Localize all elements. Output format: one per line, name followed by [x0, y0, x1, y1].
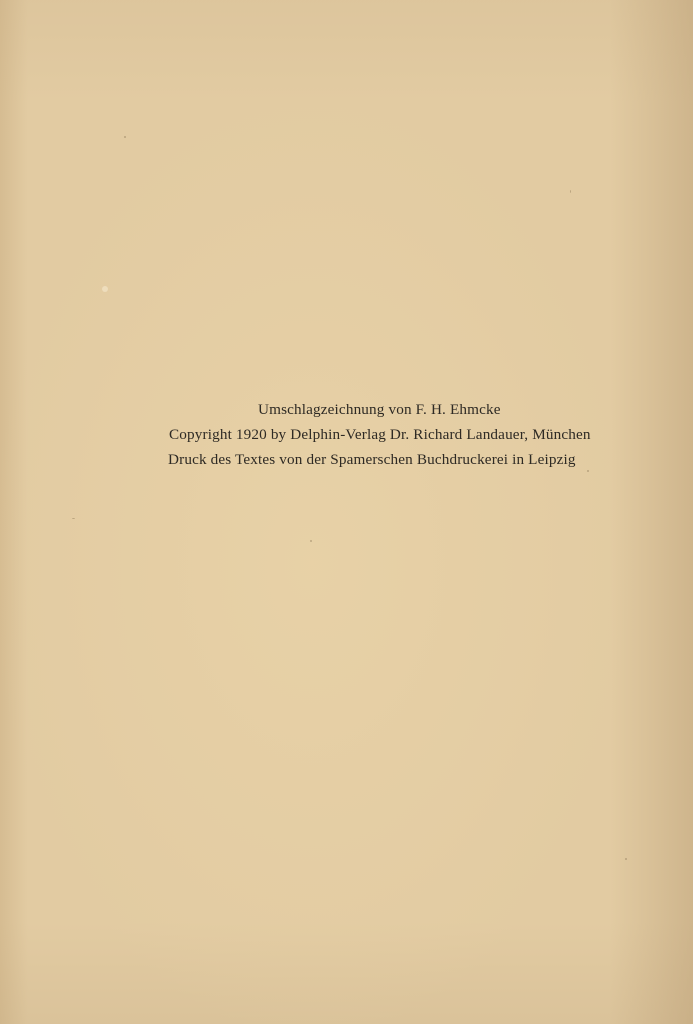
- paper-speck: [124, 136, 126, 138]
- cover-credit-line: Umschlagzeichnung von F. H. Ehmcke: [258, 401, 501, 418]
- paper-speck: [72, 518, 75, 519]
- printer-line: Druck des Textes von der Spamerschen Buchdruckerei in Leipzig: [168, 451, 576, 468]
- paper-speck: [102, 286, 108, 292]
- copyright-line: Copyright 1920 by Delphin-Verlag Dr. Richard Landauer, München: [169, 426, 591, 443]
- paper-speck: [625, 858, 627, 860]
- paper-speck: [310, 540, 312, 542]
- paper-speck: [570, 190, 571, 193]
- imprint-block: [168, 397, 628, 472]
